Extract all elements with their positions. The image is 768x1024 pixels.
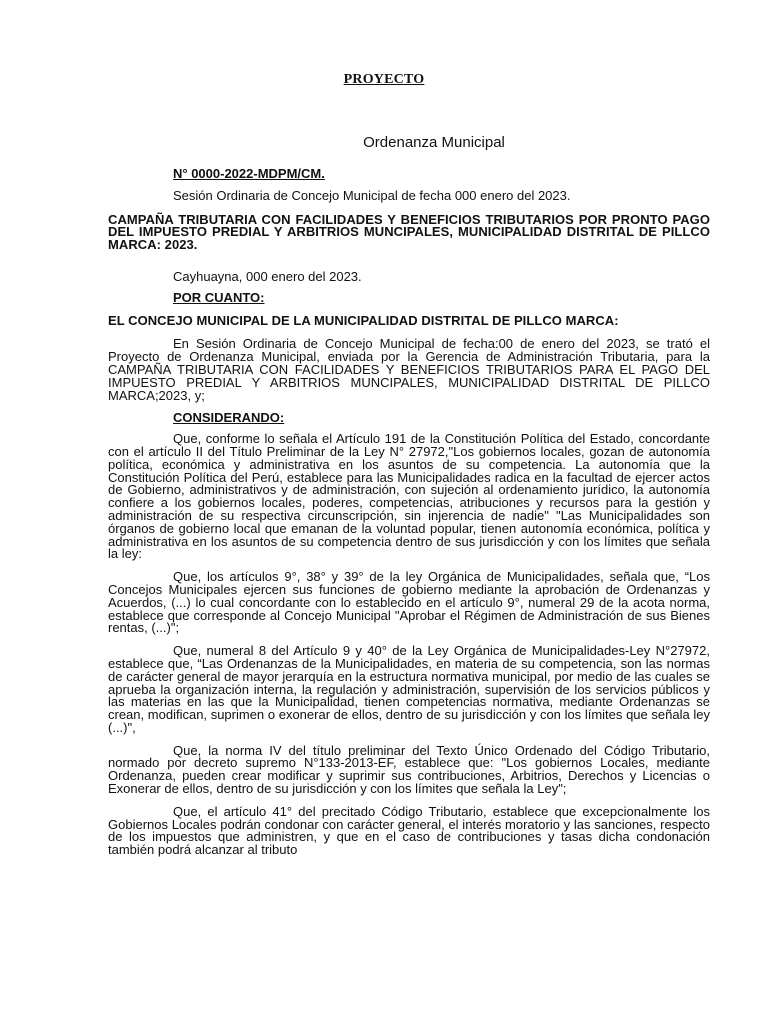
document-title: Ordenanza Municipal: [363, 134, 505, 151]
considerando-paragraph-1: Que, conforme lo señala el Artículo 191 de la Constitución Política del Estado, concordante con el artículo II del Título Preliminar de la Ley N° 27972,"Los gobiernos locales, gozan de autonomía política, económica y administrativa en los asuntos de su competencia. La autonomía que la Constitución Política del Perú, establece para las Municipalidades radica en la facultad de ejercer actos de Gobierno, administrativos y de administración, con sujeción al ordenamiento jurídico, la autonomía confiere a los gobiernos locales, poderes, competencias, atribuciones y recursos para la gestión y administración de su respectiva circunscripción, sin injerencia de nadie" "Las Municipalidades son órganos de gobierno local que emanan de la voluntad popular, tienen autonomía económica, política y administrativa en los asuntos de su competencia dentro de sus jurisdicción y con los límites que señala la ley:: [108, 431, 710, 562]
concejo-heading: EL CONCEJO MUNICIPAL DE LA MUNICIPALIDAD DISTRITAL DE PILLCO MARCA:: [108, 312, 619, 328]
ordinance-number: N° 0000-2022-MDPM/CM.: [173, 166, 325, 181]
document-body: [108, 168, 710, 867]
session-line: Sesión Ordinaria de Concejo Municipal de fecha 000 enero del 2023.: [173, 187, 571, 203]
campaign-heading: CAMPAÑA TRIBUTARIA CON FACILIDADES Y BENEFICIOS TRIBUTARIOS POR PRONTO PAGO DEL IMPUESTO PREDIAL Y ARBITRIOS MUNCIPALES, MUNICIPALIDAD DISTRITAL DE PILLCO MARCA: 2023.: [108, 211, 710, 253]
document-header: PROYECTO: [343, 72, 425, 87]
considerando-paragraph-3: Que, numeral 8 del Artículo 9 y 40° de la Ley Orgánica de Municipalidades-Ley N°27972, establece que, “Las Ordenanzas de la Municipalidades, en materia de su competencia, son las normas de carácter general de mayor jerarquía en la estructura normativa municipal, por medio de las cuales se aprueba la organización interna, la regulación y administración, supervisión de los servicios públicos y las materias en las que la Municipalidad, tienen competencias normativa, mediante Ordenanzas se crean, modifican, suprimen o exonerar de ellos, dentro de su jurisdicción y con los límites que señala ley (...)",: [108, 643, 710, 735]
considerando-paragraph-4: Que, la norma IV del título preliminar del Texto Único Ordenado del Código Tributario, normado por decreto supremo N°133-2013-EF, establece que: "Los gobiernos Locales, mediante Ordenanza, pueden crear modificar y suprimir sus contribuciones, Arbitrios, Derechos y Licencias o Exonerar de ellos, dentro de su jurisdicción y con los límites que señala la Ley";: [108, 742, 710, 797]
considerando-paragraph-2: Que, los artículos 9°, 38° y 39° de la ley Orgánica de Municipalidades, señala que, “Los Concejos Municipales ejercen sus funciones de gobierno mediante la aprobación de Ordenanzas y Acuerdos, (...) lo cual concordante con lo establecido en el artículo 9°, numeral 29 de la acota norma, establece que corresponde al Concejo Municipal "Aprobar el Régimen de Administración de sus Bienes rentas, (...)";: [108, 569, 710, 636]
por-cuanto-heading: POR CUANTO:: [173, 289, 265, 305]
considerando-paragraph-5: Que, el artículo 41° del precitado Código Tributario, establece que excepcionalmente los Gobiernos Locales podrán condonar con carácter general, el interés moratorio y las sanciones, respecto de los impuestos que administren, y que en el caso de contribuciones y tasas dicha condonación también podrá alcanzar al tributo: [108, 803, 710, 858]
place-date: Cayhuayna, 000 enero del 2023.: [173, 268, 362, 284]
considerando-heading: CONSIDERANDO:: [173, 410, 285, 426]
session-paragraph: En Sesión Ordinaria de Concejo Municipal de fecha:00 de enero del 2023, se trató el Proyecto de Ordenanza Municipal, enviada por la Gerencia de Administración Tributaria, para la CAMPAÑA TRIBUTARIA CON FACILIDADES Y BENEFICIOS TRIBUTARIOS PARA EL PAGO DEL IMPUESTO PREDIAL Y ARBITRIOS MUNCIPALES, MUNICIPALIDAD DISTRITAL DE PILLCO MARCA;2023, y;: [108, 336, 710, 403]
